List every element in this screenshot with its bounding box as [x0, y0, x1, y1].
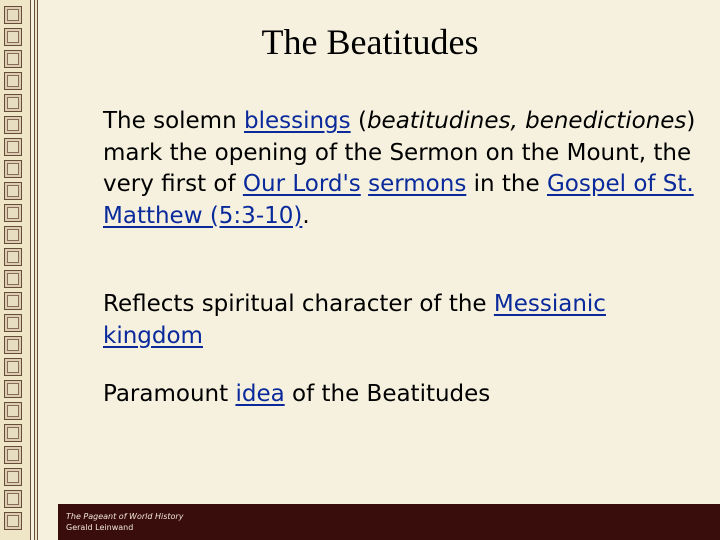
strip-square	[4, 116, 22, 134]
text-run: in the	[466, 171, 547, 197]
paragraph-paramount-idea	[103, 379, 683, 411]
strip-square	[4, 402, 22, 420]
strip-square	[4, 314, 22, 332]
strip-square	[4, 138, 22, 156]
link-our-lords[interactable]: Our Lord's	[242, 171, 361, 197]
slide-body	[103, 106, 703, 407]
footer-book-title: The Pageant of World History	[66, 512, 184, 521]
paragraph-sermon-intro	[103, 106, 703, 266]
decorative-border-line	[34, 0, 38, 540]
strip-square	[4, 6, 22, 24]
text-run	[518, 108, 525, 134]
text-run	[361, 171, 368, 197]
link-idea[interactable]: idea	[235, 381, 285, 407]
strip-square	[4, 490, 22, 508]
text-run: .	[302, 202, 310, 229]
strip-square	[4, 270, 22, 288]
text-run: Reflects spiritual character of the	[103, 291, 494, 317]
italic-latin-term: benedictiones	[525, 108, 687, 134]
italic-latin-term: beatitudines,	[366, 108, 518, 134]
strip-square	[4, 468, 22, 486]
strip-square	[4, 160, 22, 178]
footer-author: Gerald Leinwand	[66, 523, 134, 532]
strip-square	[4, 226, 22, 244]
text-run: The solemn	[103, 108, 244, 134]
footer-bar	[58, 504, 720, 540]
slide-title: The Beatitudes	[261, 22, 479, 62]
text-run: (	[350, 108, 367, 134]
text-run: ) mark the opening of the Sermon on the Mount, the very first of	[103, 108, 696, 197]
strip-square	[4, 512, 22, 530]
strip-square	[4, 72, 22, 90]
strip-square	[4, 94, 22, 112]
text-run: Paramount	[103, 381, 236, 407]
strip-square	[4, 358, 22, 376]
strip-square	[4, 424, 22, 442]
strip-square	[4, 446, 22, 464]
strip-square	[4, 336, 22, 354]
link-blessings[interactable]: blessings	[243, 108, 351, 134]
link-gospel-matthew[interactable]: Gospel of St. Matthew (5:3-10)	[103, 171, 694, 229]
strip-square	[4, 50, 22, 68]
decorative-film-strip	[0, 0, 31, 540]
strip-square	[4, 204, 22, 222]
strip-square	[4, 292, 22, 310]
strip-square	[4, 380, 22, 398]
strip-square	[4, 182, 22, 200]
paragraph-messianic	[103, 289, 683, 352]
text-run: of the Beatitudes	[284, 381, 491, 407]
link-messianic-kingdom[interactable]: Messianic kingdom	[103, 291, 606, 349]
strip-square	[4, 248, 22, 266]
link-sermons[interactable]: sermons	[368, 171, 467, 197]
footer-credit	[66, 511, 183, 533]
strip-square	[4, 28, 22, 46]
